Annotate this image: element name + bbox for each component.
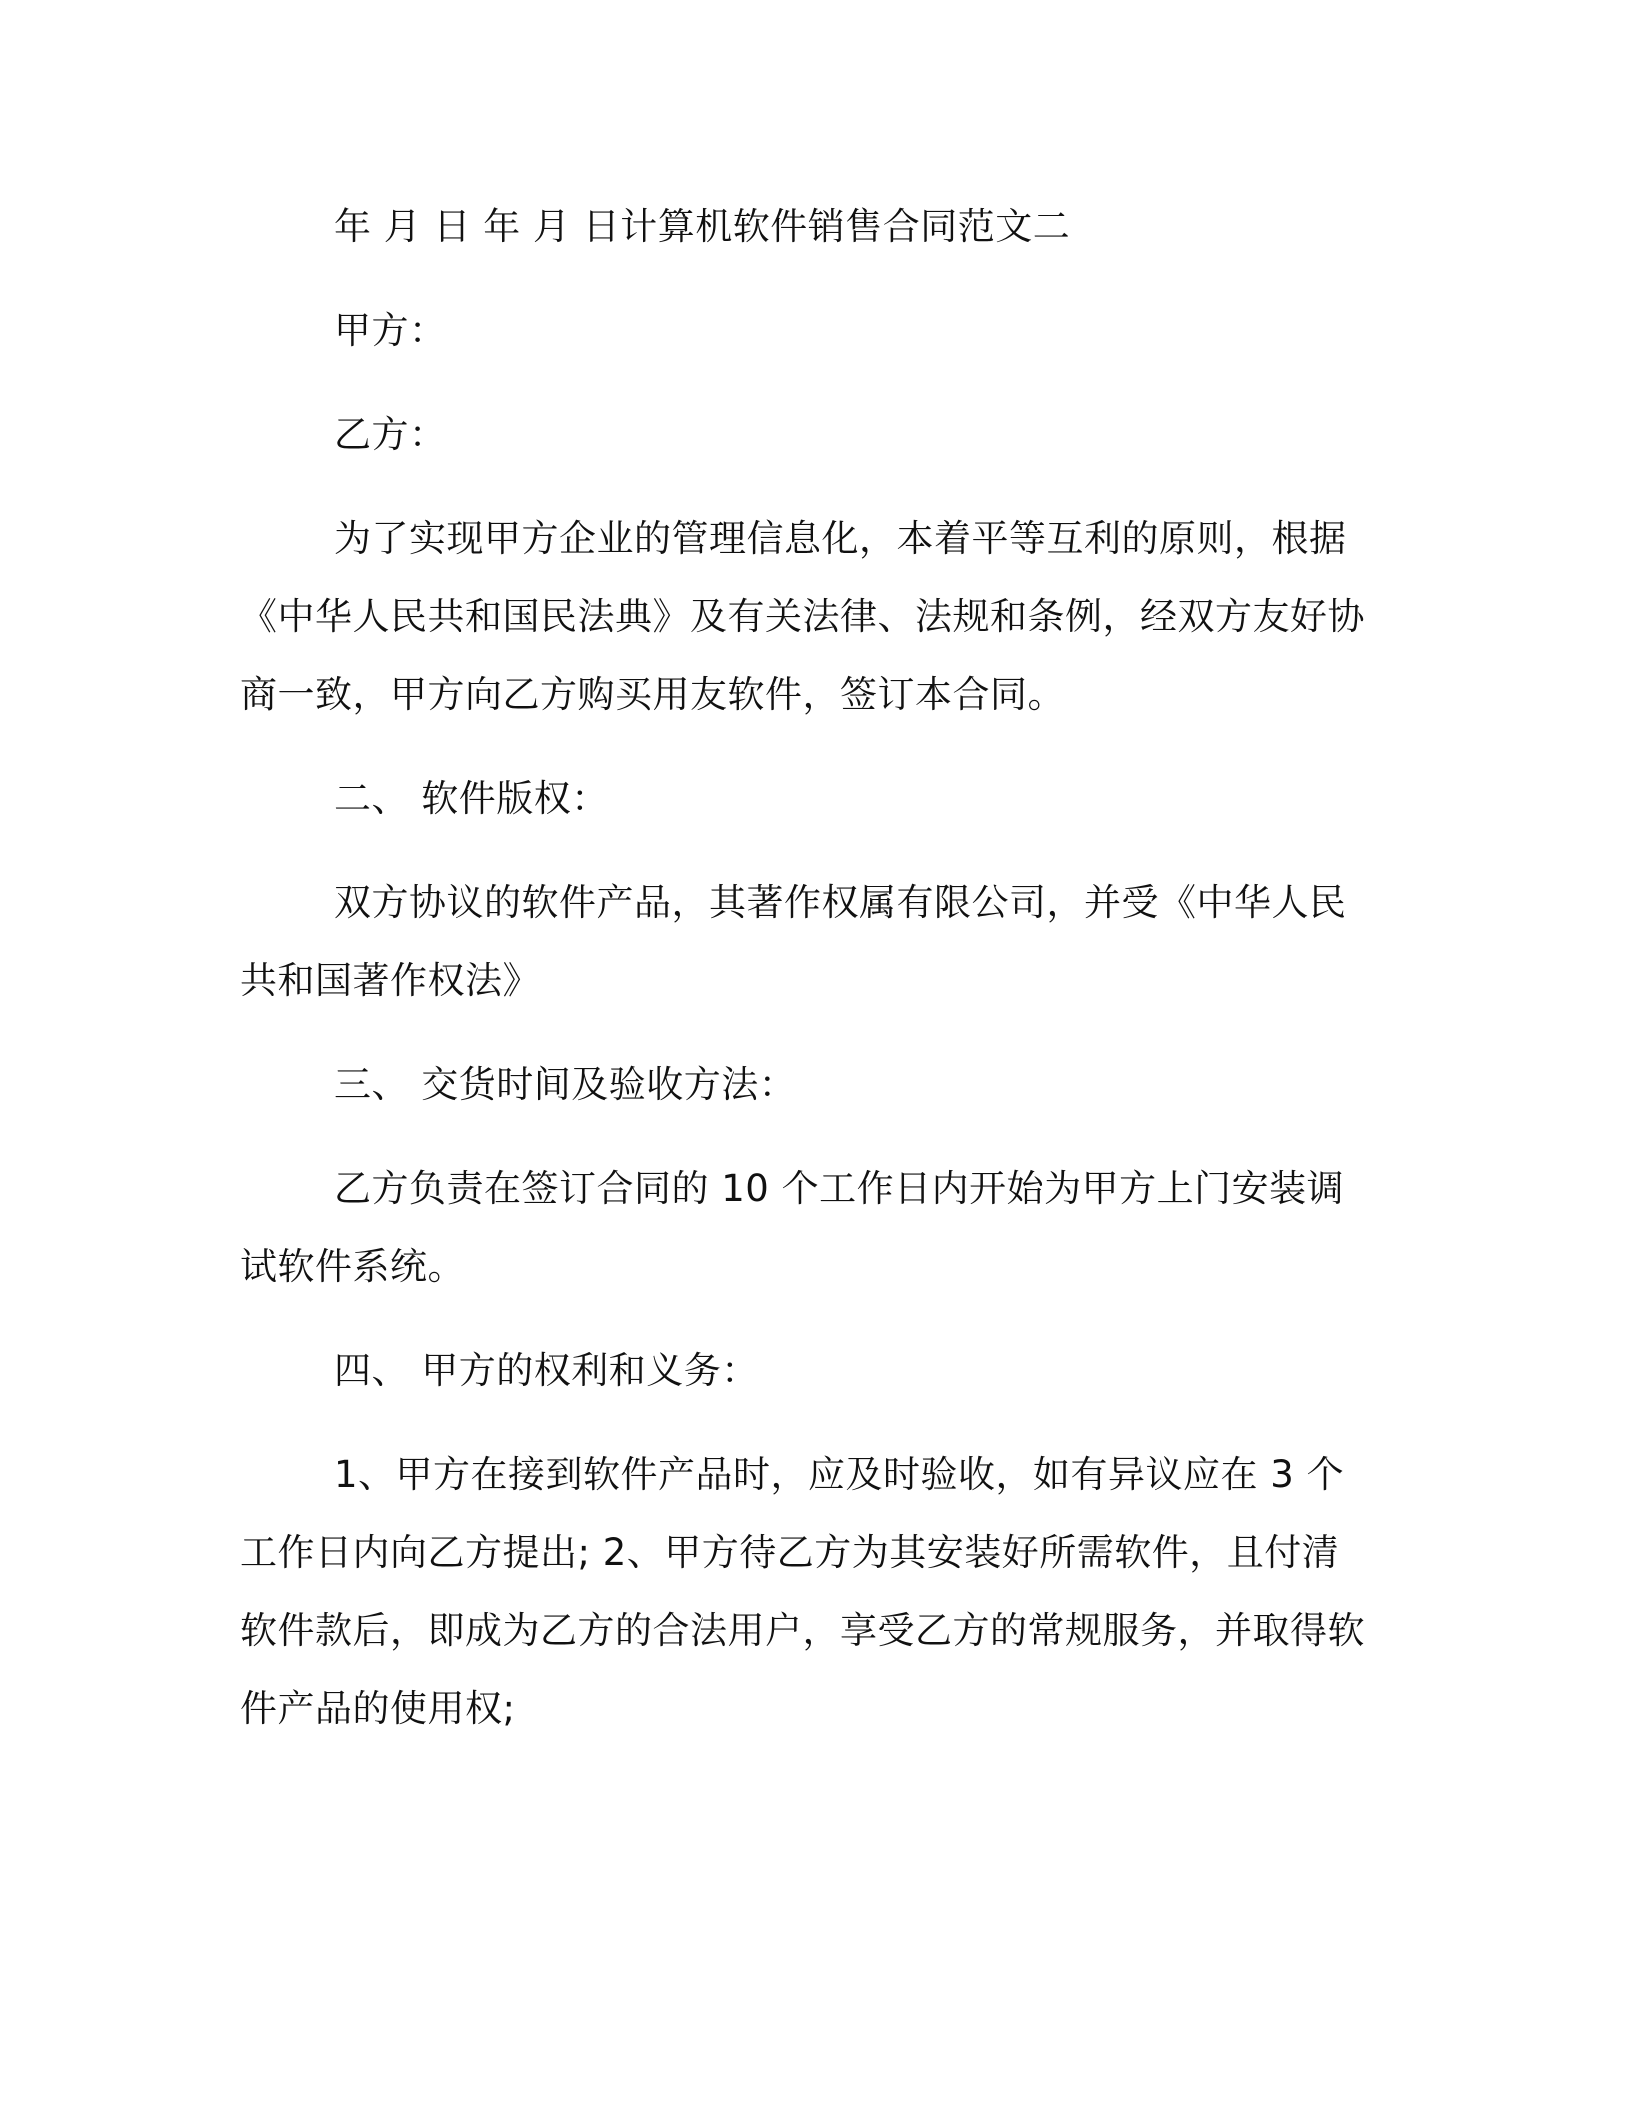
- delivery-paragraph: 乙方负责在签订合同的 10 个工作日内开始为甲方上门安装调试软件系统。: [240, 1167, 1345, 1288]
- section-heading-copyright: 二、 软件版权：: [334, 777, 609, 820]
- preamble-paragraph: 为了实现甲方企业的管理信息化，本着平等互利的原则，根据《中华人民共和国民法典》及有关法律、法规和条例，经双方友好协商一致，甲方向乙方购买用友软件，签订本合同。: [240, 517, 1365, 716]
- party-b-line: 乙方：: [334, 413, 447, 456]
- party-a-line: 甲方：: [334, 309, 447, 352]
- section-heading-party-a-rights: 四、 甲方的权利和义务：: [334, 1349, 759, 1392]
- copyright-paragraph: 双方协议的软件产品，其著作权属有限公司，并受《中华人民共和国著作权法》: [240, 881, 1347, 1002]
- section-heading-delivery: 三、 交货时间及验收方法：: [334, 1063, 797, 1106]
- document-body: [240, 188, 1370, 1772]
- party-a-rights-paragraph: 1、甲方在接到软件产品时，应及时验收，如有异议应在 3 个工作日内向乙方提出; 2、甲方待乙方为其安装好所需软件，且付清软件款后，即成为乙方的合法用户，享受乙方的常规服务，并取得软件产品的使用权;: [240, 1453, 1365, 1730]
- document-title: 年 月 日 年 月 日计算机软件销售合同范文二: [334, 205, 1071, 248]
